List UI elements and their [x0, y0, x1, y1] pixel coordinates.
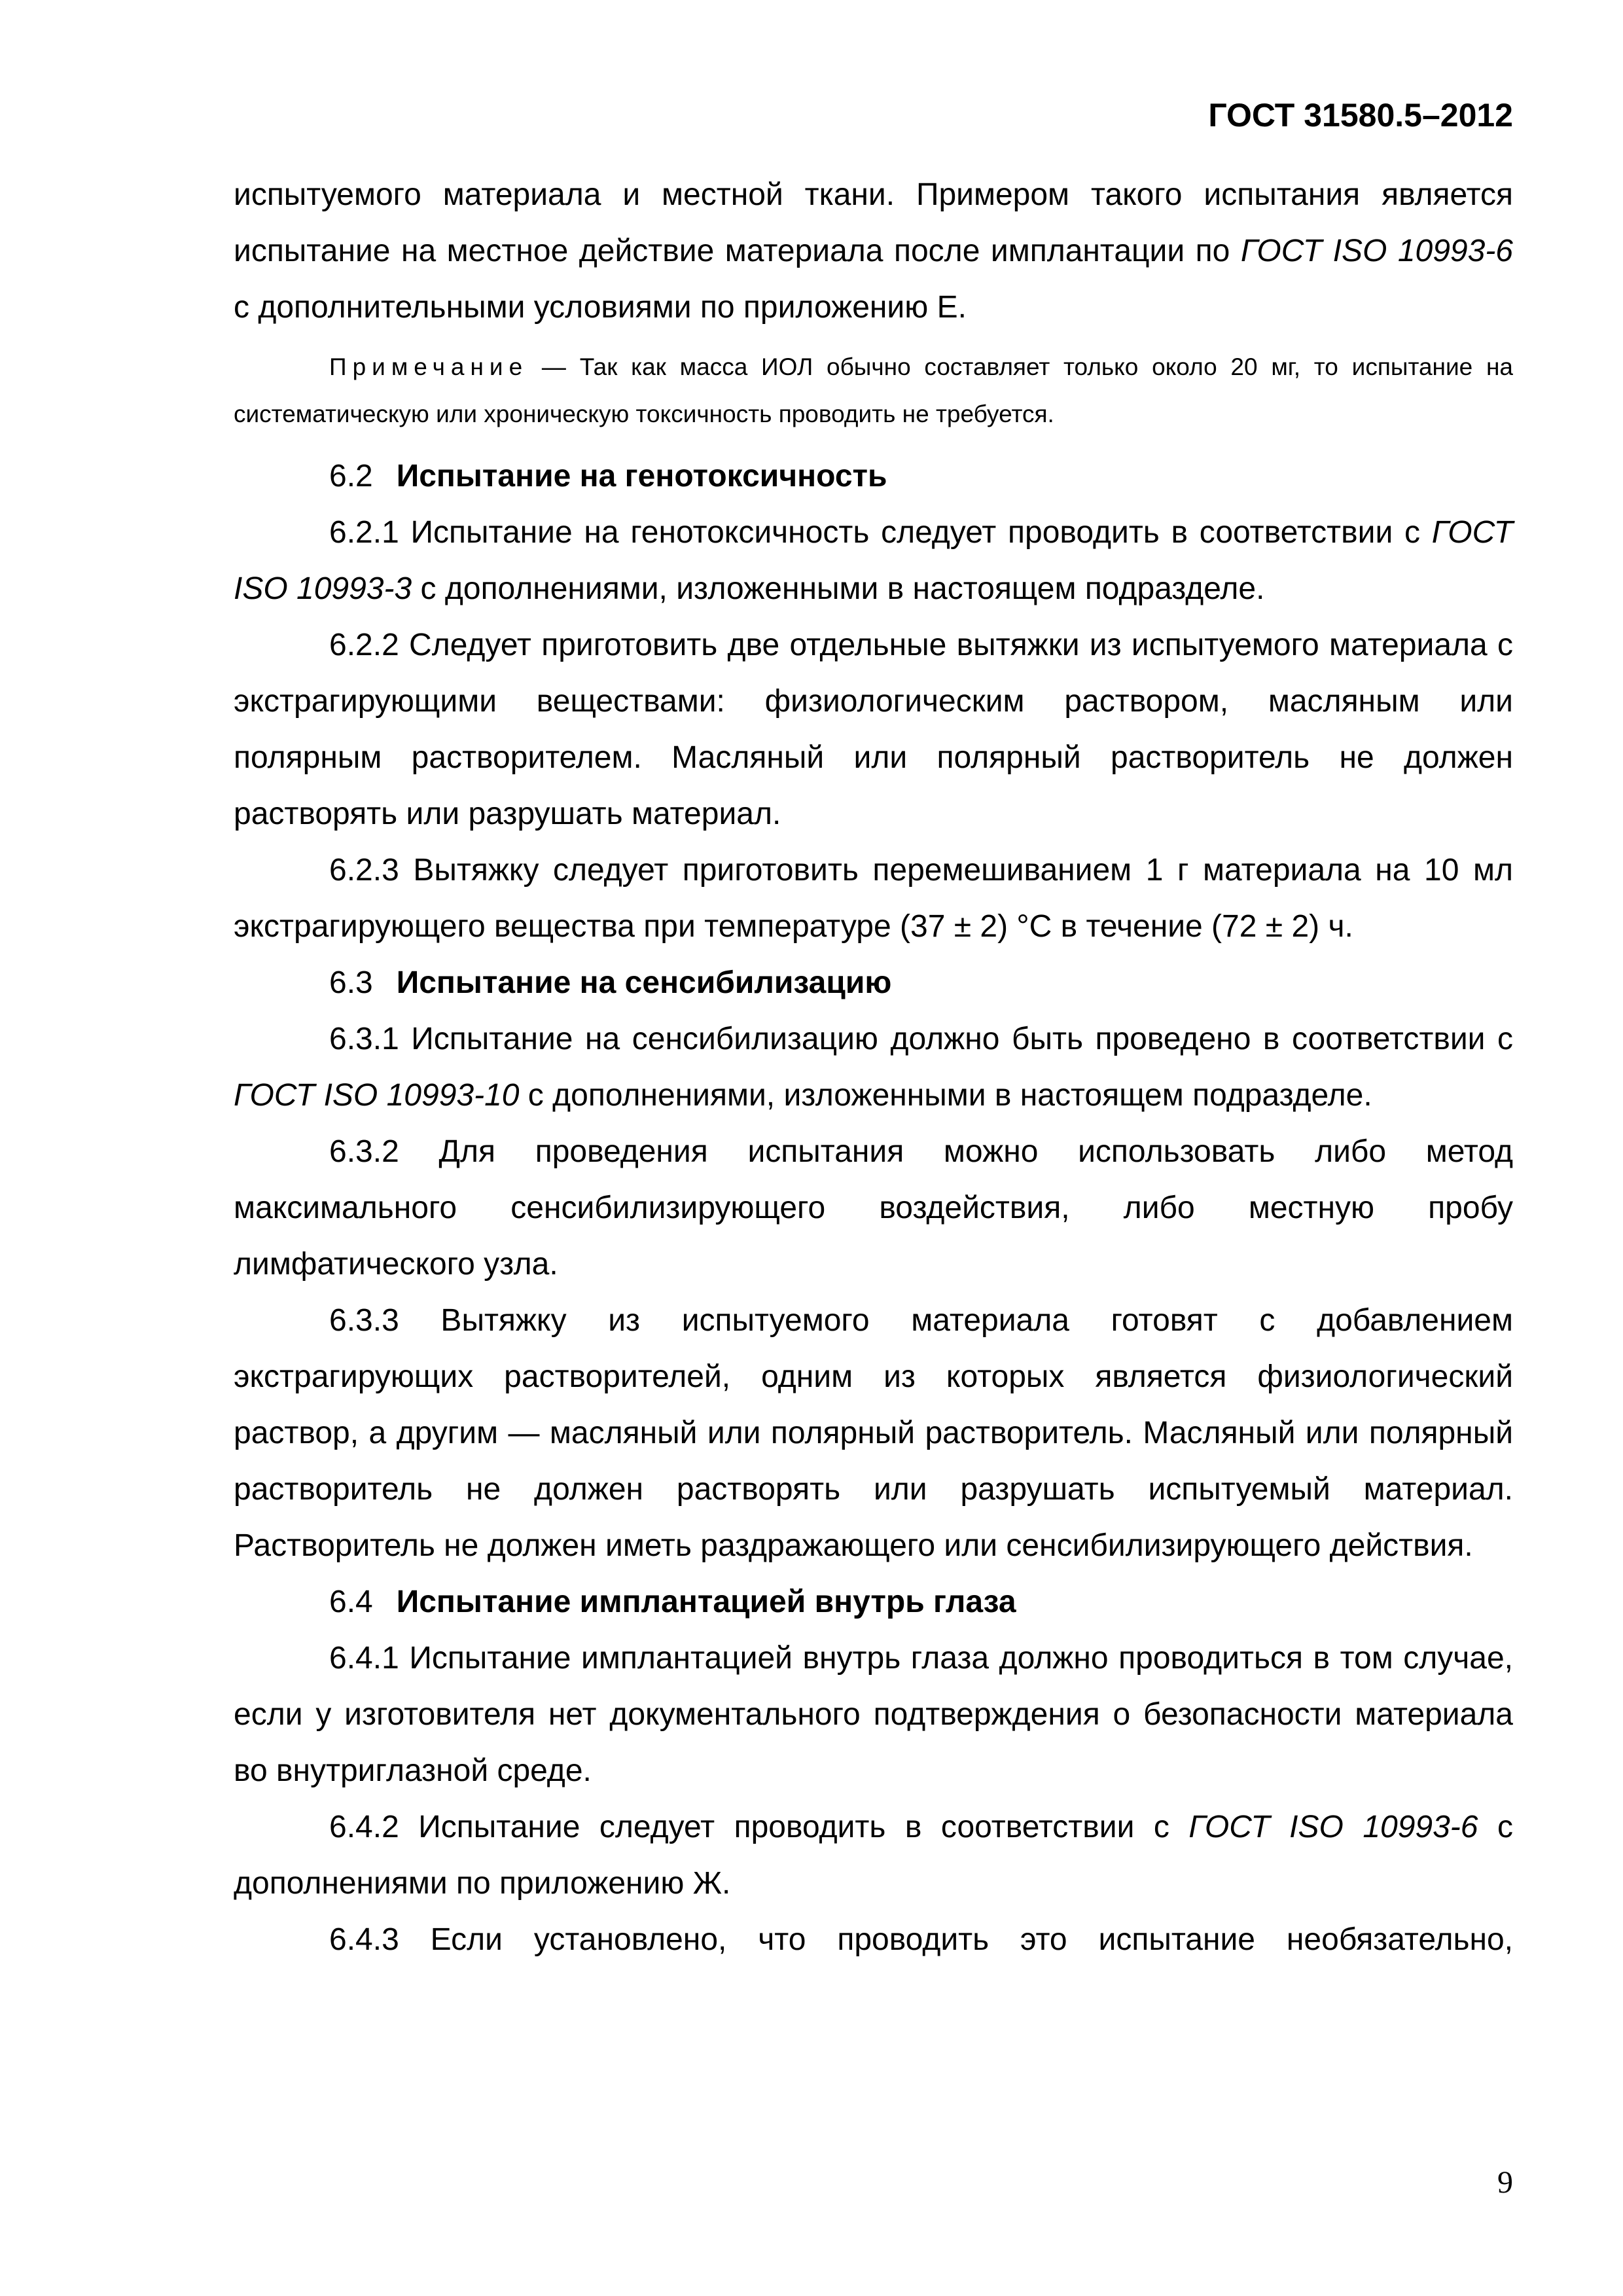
- text-run: Следует приготовить две отдельные вытяжки из испытуемого материала с экстрагирующими веществами: физиологическим раствором, масляным или полярным растворителем. Масляный или полярный растворитель не должен растворять или разрушать материал.: [234, 628, 1513, 831]
- section-title: Испытание на сенсибилизацию: [396, 965, 892, 1000]
- clause-6-3-3: [234, 1293, 1513, 1574]
- clause-number: 6.2.3: [329, 853, 399, 888]
- clause-number: 6.3.2: [329, 1134, 399, 1169]
- text-run: с дополнениями, изложенными в настоящем подразделе.: [412, 571, 1265, 606]
- text-run: с дополнительными условиями по приложению Е.: [234, 290, 967, 325]
- section-number: 6.2: [329, 459, 373, 493]
- clause-6-4-3: [234, 1912, 1513, 1968]
- standard-reference: ГОСТ ISO 10993-3: [234, 515, 1513, 606]
- section-heading-6-3: [234, 955, 1513, 1011]
- note-text: — Так как масса ИОЛ обычно составляет только около 20 мг, то испытание на систематическую или хроническую токсичность проводить не требуется.: [234, 353, 1513, 427]
- section-heading-6-2: [234, 448, 1513, 505]
- text-run: Вытяжку из испытуемого материала готовят с добавлением экстрагирующих растворителей, одним из которых является физиологический раствор, а другим — масляный или полярный растворитель. Масляный или полярный растворитель не должен растворять или разрушать испытуемый материал. Растворитель не должен иметь раздражающего или сенсибилизирующего действия.: [234, 1303, 1513, 1563]
- clause-number: 6.4.1: [329, 1641, 399, 1676]
- clause-number: 6.4.2: [329, 1810, 399, 1844]
- clause-number: 6.3.3: [329, 1303, 399, 1338]
- note-label: Примечание: [329, 353, 529, 380]
- section-title: Испытание на генотоксичность: [396, 459, 887, 493]
- text-run: Испытание на сенсибилизацию должно быть проведено в соответствии с: [399, 1022, 1513, 1056]
- document-body: [234, 167, 1513, 1968]
- clause-number: 6.2.1: [329, 515, 399, 550]
- text-run: Если установлено, что проводить это испытание необязательно,: [399, 1922, 1513, 1957]
- clause-6-4-1: [234, 1630, 1513, 1799]
- clause-number: 6.4.3: [329, 1922, 399, 1957]
- clause-number: 6.3.1: [329, 1022, 399, 1056]
- clause-6-2-3: [234, 842, 1513, 955]
- standard-reference: ГОСТ ISO 10993-6: [1240, 234, 1513, 268]
- text-run: испытуемого материала и местной ткани. Примером такого испытания является испытание на местное действие материала после имплантации по: [234, 177, 1513, 268]
- paragraph-continuation: [234, 167, 1513, 336]
- standard-reference: ГОСТ ISO 10993-10: [234, 1078, 520, 1113]
- clause-6-2-1: [234, 505, 1513, 617]
- document-header: ГОСТ 31580.5–2012: [1208, 97, 1513, 134]
- text-run: Испытание имплантацией внутрь глаза должно проводиться в том случае, если у изготовителя нет документального подтверждения о безопасности материала во внутриглазной среде.: [234, 1641, 1513, 1788]
- text-run: Испытание следует проводить в соответствии с: [399, 1810, 1189, 1844]
- text-run: Испытание на генотоксичность следует проводить в соответствии с: [399, 515, 1432, 550]
- text-run: Для проведения испытания можно использовать либо метод максимального сенсибилизирующего воздействия, либо местную пробу лимфатического узла.: [234, 1134, 1513, 1282]
- text-run: с дополнениями по приложению Ж.: [234, 1810, 1513, 1901]
- section-heading-6-4: [234, 1574, 1513, 1630]
- section-number: 6.4: [329, 1585, 373, 1619]
- clause-6-3-1: [234, 1011, 1513, 1124]
- section-title: Испытание имплантацией внутрь глаза: [396, 1585, 1016, 1619]
- clause-6-2-2: [234, 617, 1513, 842]
- section-number: 6.3: [329, 965, 373, 1000]
- text-run: с дополнениями, изложенными в настоящем подразделе.: [519, 1078, 1372, 1113]
- text-run: Вытяжку следует приготовить перемешиванием 1 г материала на 10 мл экстрагирующего вещества при температуре (37 ± 2) °С в течение (72 ± 2) ч.: [234, 853, 1513, 944]
- clause-6-4-2: [234, 1799, 1513, 1912]
- clause-6-3-2: [234, 1124, 1513, 1293]
- page-number: 9: [1497, 2165, 1513, 2200]
- standard-reference: ГОСТ ISO 10993-6: [1188, 1810, 1478, 1844]
- clause-number: 6.2.2: [329, 628, 399, 662]
- note: [234, 344, 1513, 438]
